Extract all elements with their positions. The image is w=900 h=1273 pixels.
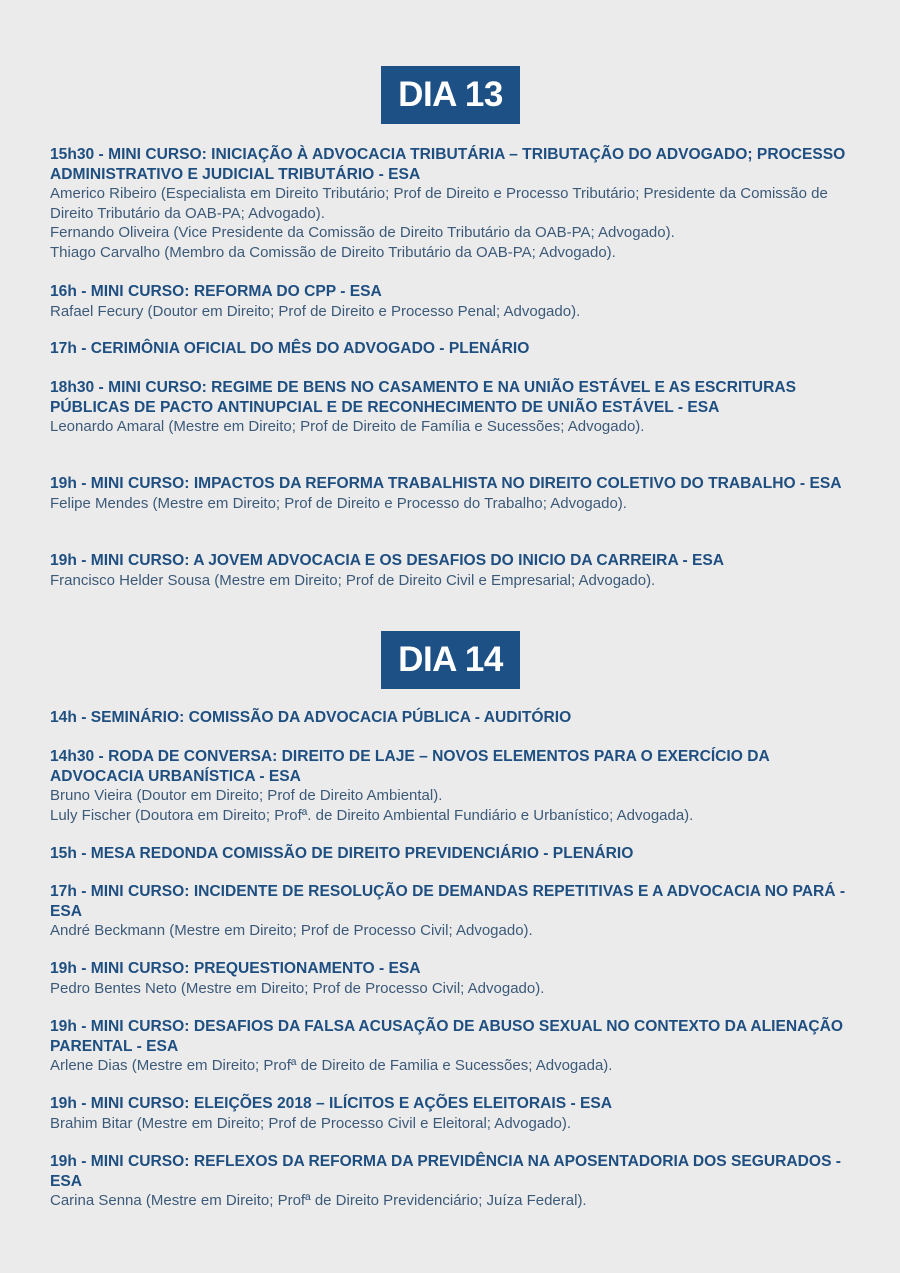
event-title: 14h - SEMINÁRIO: COMISSÃO DA ADVOCACIA PÚBLICA - AUDITÓRIO — [50, 709, 572, 726]
event-item — [50, 474, 850, 551]
event-title: 19h - MINI CURSO: A JOVEM ADVOCACIA E OS DESAFIOS DO INICIO DA CARREIRA - ESA — [50, 552, 725, 569]
event-item — [50, 145, 850, 282]
event-speaker: Leonardo Amaral (Mestre em Direito; Prof de Direito de Família e Sucessões; Advogado). — [50, 418, 645, 435]
event-speaker: Felipe Mendes (Mestre em Direito; Prof de Direito e Processo do Trabalho; Advogado). — [50, 494, 627, 512]
day-badge-13: DIA 13 — [381, 66, 520, 124]
event-item — [50, 708, 850, 747]
event-item — [50, 1017, 850, 1094]
event-title: 19h - MINI CURSO: REFLEXOS DA REFORMA DA PREVIDÊNCIA NA APOSENTADORIA DOS SEGURADOS - ESA — [50, 1153, 841, 1190]
event-item — [50, 551, 850, 590]
event-speaker: Luly Fischer (Doutora em Direito; Profª. de Direito Ambiental Fundiário e Urbanístico; Advogada). — [50, 806, 694, 824]
event-title: 15h - MESA REDONDA COMISSÃO DE DIREITO PREVIDENCIÁRIO - PLENÁRIO — [50, 845, 634, 862]
event-speaker: Fernando Oliveira (Vice Presidente da Comissão de Direito Tributário da OAB-PA; Advogado). — [50, 224, 675, 241]
event-speaker: Thiago Carvalho (Membro da Comissão de Direito Tributário da OAB-PA; Advogado). — [50, 243, 616, 261]
event-list-day-14 — [50, 708, 850, 1211]
event-title: 19h - MINI CURSO: IMPACTOS DA REFORMA TRABALHISTA NO DIREITO COLETIVO DO TRABALHO - ESA — [50, 475, 842, 492]
event-item — [50, 339, 850, 378]
event-speaker: Carina Senna (Mestre em Direito; Profª de Direito Previdenciário; Juíza Federal). — [50, 1192, 587, 1209]
event-item — [50, 378, 850, 474]
event-title: 19h - MINI CURSO: ELEIÇÕES 2018 – ILÍCITOS E AÇÕES ELEITORAIS - ESA — [50, 1095, 613, 1112]
event-item — [50, 747, 850, 844]
event-speaker: Rafael Fecury (Doutor em Direito; Prof de Direito e Processo Penal; Advogado). — [50, 302, 581, 320]
event-title: 14h30 - RODA DE CONVERSA: DIREITO DE LAJE – NOVOS ELEMENTOS PARA O EXERCÍCIO DA ADVOCACIA URBANÍSTICA - ESA — [50, 748, 770, 785]
event-speaker: Francisco Helder Sousa (Mestre em Direito; Prof de Direito Civil e Empresarial; Advogado). — [50, 571, 656, 589]
event-list-day-13 — [50, 145, 850, 590]
event-speaker: André Beckmann (Mestre em Direito; Prof de Processo Civil; Advogado). — [50, 922, 533, 939]
event-item — [50, 882, 850, 959]
event-title: 16h - MINI CURSO: REFORMA DO CPP - ESA — [50, 283, 382, 300]
event-item — [50, 1094, 850, 1152]
day-badge-14: DIA 14 — [381, 631, 520, 689]
event-speaker: Pedro Bentes Neto (Mestre em Direito; Prof de Processo Civil; Advogado). — [50, 979, 545, 997]
event-item — [50, 844, 850, 882]
event-title: 19h - MINI CURSO: DESAFIOS DA FALSA ACUSAÇÃO DE ABUSO SEXUAL NO CONTEXTO DA ALIENAÇÃO PARENTAL - ESA — [50, 1018, 844, 1055]
event-speaker: Bruno Vieira (Doutor em Direito; Prof de Direito Ambiental). — [50, 787, 443, 804]
event-item — [50, 959, 850, 1017]
event-title: 17h - MINI CURSO: INCIDENTE DE RESOLUÇÃO DE DEMANDAS REPETITIVAS E A ADVOCACIA NO PARÁ - ESA — [50, 883, 846, 920]
event-speaker: Americo Ribeiro (Especialista em Direito Tributário; Prof de Direito e Processo Tributário; Presidente da Comissão de Direito Tributário da OAB-PA; Advogado). — [50, 185, 828, 222]
event-title: 19h - MINI CURSO: PREQUESTIONAMENTO - ESA — [50, 960, 421, 977]
event-speaker: Arlene Dias (Mestre em Direito; Profª de Direito de Familia e Sucessões; Advogada). — [50, 1057, 613, 1074]
event-title: 18h30 - MINI CURSO: REGIME DE BENS NO CASAMENTO E NA UNIÃO ESTÁVEL E AS ESCRITURAS PÚBLICAS DE PACTO ANTINUPCIAL E DE RECONHECIMENTO DE UNIÃO ESTÁVEL - ESA — [50, 379, 796, 416]
event-item — [50, 282, 850, 339]
event-item — [50, 1152, 850, 1211]
event-title: 15h30 - MINI CURSO: INICIAÇÃO À ADVOCACIA TRIBUTÁRIA – TRIBUTAÇÃO DO ADVOGADO; PROCESSO ADMINISTRATIVO E JUDICIAL TRIBUTÁRIO - ESA — [50, 146, 846, 183]
event-speaker: Brahim Bitar (Mestre em Direito; Prof de Processo Civil e Eleitoral; Advogado). — [50, 1114, 572, 1132]
event-title: 17h - CERIMÔNIA OFICIAL DO MÊS DO ADVOGADO - PLENÁRIO — [50, 340, 530, 357]
